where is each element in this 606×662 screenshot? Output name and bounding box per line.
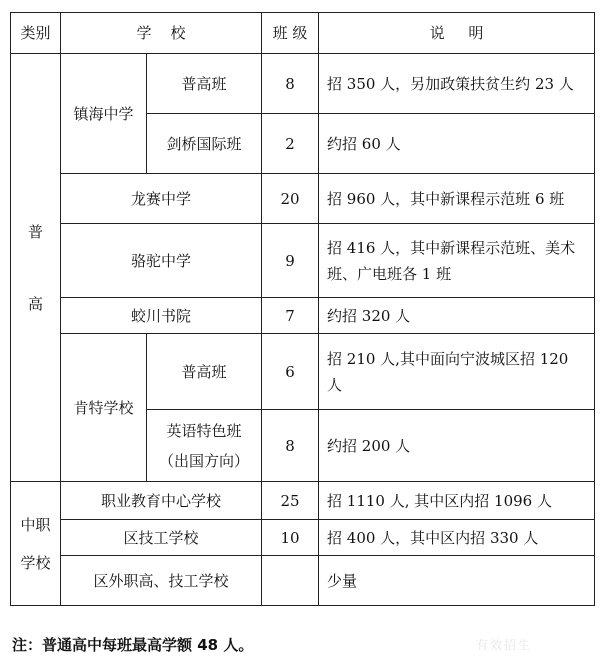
description: 招 210 人,其中面向宁波城区招 120 人 xyxy=(319,334,595,410)
description: 招 1110 人, 其中区内招 1096 人 xyxy=(319,482,595,520)
table-row xyxy=(11,520,595,556)
description: 约招 320 人 xyxy=(319,298,595,334)
admissions-table-container xyxy=(10,12,594,606)
school-name: 镇海中学 xyxy=(61,54,147,174)
school-name: 职业教育中心学校 xyxy=(61,482,262,520)
table-row xyxy=(11,54,595,114)
description: 招 416 人，其中新课程示范班、美术班、广电班各 1 班 xyxy=(319,224,595,298)
footnote: 注：普通高中每班最高学额 48 人。 xyxy=(12,636,254,654)
header-category: 类别 xyxy=(11,13,61,54)
program-name: 英语特色班 （出国方向） xyxy=(147,410,262,482)
header-school: 学 校 xyxy=(61,13,262,54)
school-name: 区外职高、技工学校 xyxy=(61,556,262,606)
class-count: 20 xyxy=(262,174,319,224)
class-count: 10 xyxy=(262,520,319,556)
watermark: 有效招生 xyxy=(476,638,533,652)
header-description: 说 明 xyxy=(319,13,595,54)
program-name: 普高班 xyxy=(147,54,262,114)
description: 招 350 人，另加政策扶贫生约 23 人 xyxy=(319,54,595,114)
school-name: 骆驼中学 xyxy=(61,224,262,298)
table-row xyxy=(11,174,595,224)
table-row xyxy=(11,482,595,520)
class-count: 9 xyxy=(262,224,319,298)
class-count: 2 xyxy=(262,114,319,174)
table-row xyxy=(11,298,595,334)
description: 招 960 人，其中新课程示范班 6 班 xyxy=(319,174,595,224)
school-name: 区技工学校 xyxy=(61,520,262,556)
description: 约招 200 人 xyxy=(319,410,595,482)
class-count xyxy=(262,556,319,606)
table-row xyxy=(11,556,595,606)
category-vocational: 中职 学校 xyxy=(11,482,61,606)
class-count: 6 xyxy=(262,334,319,410)
category-general: 普 高 xyxy=(11,54,61,482)
class-count: 8 xyxy=(262,54,319,114)
school-name: 龙赛中学 xyxy=(61,174,262,224)
class-count: 7 xyxy=(262,298,319,334)
program-name: 剑桥国际班 xyxy=(147,114,262,174)
description: 少量 xyxy=(319,556,595,606)
table-row xyxy=(11,224,595,298)
header-row xyxy=(11,13,595,54)
description: 约招 60 人 xyxy=(319,114,595,174)
school-name: 蛟川书院 xyxy=(61,298,262,334)
program-name: 普高班 xyxy=(147,334,262,410)
school-name: 肯特学校 xyxy=(61,334,147,482)
class-count: 8 xyxy=(262,410,319,482)
table-row xyxy=(11,334,595,410)
header-classes: 班 级 xyxy=(262,13,319,54)
class-count: 25 xyxy=(262,482,319,520)
description: 招 400 人，其中区内招 330 人 xyxy=(319,520,595,556)
admissions-table xyxy=(10,12,595,606)
